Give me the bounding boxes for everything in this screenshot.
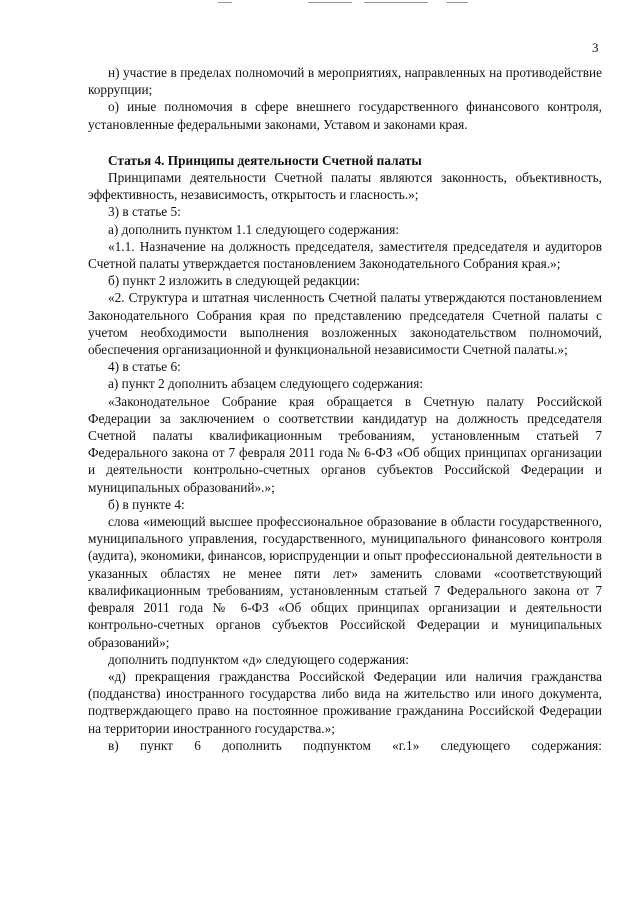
- paragraph: «Законодательное Собрание края обращается в Счетную палату Российской Федерации за заключением о соответствии кандидатур на должность председателя Счетной палаты квалификационным требованиям, установленным статьей 7 Федерального закона от 7 февраля 2011 года № 6-ФЗ «Об общих принципах организации и деятельности контрольно-счетных органов субъектов Российской Федерации и муниципальных образований».»;: [88, 393, 602, 495]
- paragraph: «д) прекращения гражданства Российской Федерации или наличия гражданства (подданства) иностранного государства либо вида на жительство или иного документа, подтверждающего право на постоянное проживание гражданина Российской Федерации на территории иностранного государства.»;: [88, 668, 602, 736]
- scan-artifact-line: [308, 2, 352, 3]
- paragraph: б) в пункте 4:: [108, 496, 185, 512]
- paragraph: дополнить подпунктом «д» следующего содержания:: [108, 651, 409, 667]
- paragraph: а) пункт 2 дополнить абзацем следующего содержания:: [108, 376, 424, 392]
- document-body: [88, 64, 602, 754]
- paragraph: «2. Структура и штатная численность Счетной палаты утверждаются постановлением Законодательного Собрания края по представлению председателя Счетной палаты с учетом необходимости выполнения возложенных законодательством полномочий, обеспечения организационной и функциональной независимости Счетной палаты.»;: [88, 290, 602, 358]
- paragraph: в) пункт 6 дополнить подпунктом «г.1» следующего содержания:: [108, 737, 602, 753]
- paragraph: 3) в статье 5:: [108, 204, 181, 220]
- scan-artifact-line: [446, 2, 468, 3]
- paragraph: н) участие в пределах полномочий в мероприятиях, направленных на противодействие коррупции;: [88, 65, 602, 98]
- paragraph: а) дополнить пунктом 1.1 следующего содержания:: [108, 221, 400, 237]
- article-heading: Статья 4. Принципы деятельности Счетной палаты: [108, 152, 422, 168]
- scan-artifact-line: [218, 2, 232, 3]
- paragraph: б) пункт 2 изложить в следующей редакции:: [108, 273, 360, 289]
- paragraph: 4) в статье 6:: [108, 359, 181, 375]
- page-number: 3: [592, 40, 599, 55]
- scan-artifact-line: [364, 2, 428, 3]
- paragraph: Принципами деятельности Счетной палаты являются законность, объективность, эффективность, независимость, открытость и гласность.»;: [88, 170, 602, 203]
- paragraph: о) иные полномочия в сфере внешнего государственного финансового контроля, установленные федеральными законами, Уставом и законами края.: [88, 99, 602, 132]
- paragraph: «1.1. Назначение на должность председателя, заместителя председателя и аудиторов Счетной палаты утверждается постановлением Законодательного Собрания края.»;: [88, 238, 602, 272]
- paragraph: слова «имеющий высшее профессиональное образование в области государственного, муниципального управления, государственного, муниципального финансового контроля (аудита), экономики, финансов, юриспруденции и опыт профессиональной деятельности в указанных областях не менее пяти лет» заменить словами «соответствующий квалификационным требованиям, установленным статьей 7 Федерального закона от 7 февраля 2011 года № 6-ФЗ «Об общих принципах организации и деятельности контрольно-счетных органов субъектов Российской Федерации и муниципальных образований»;: [88, 514, 602, 650]
